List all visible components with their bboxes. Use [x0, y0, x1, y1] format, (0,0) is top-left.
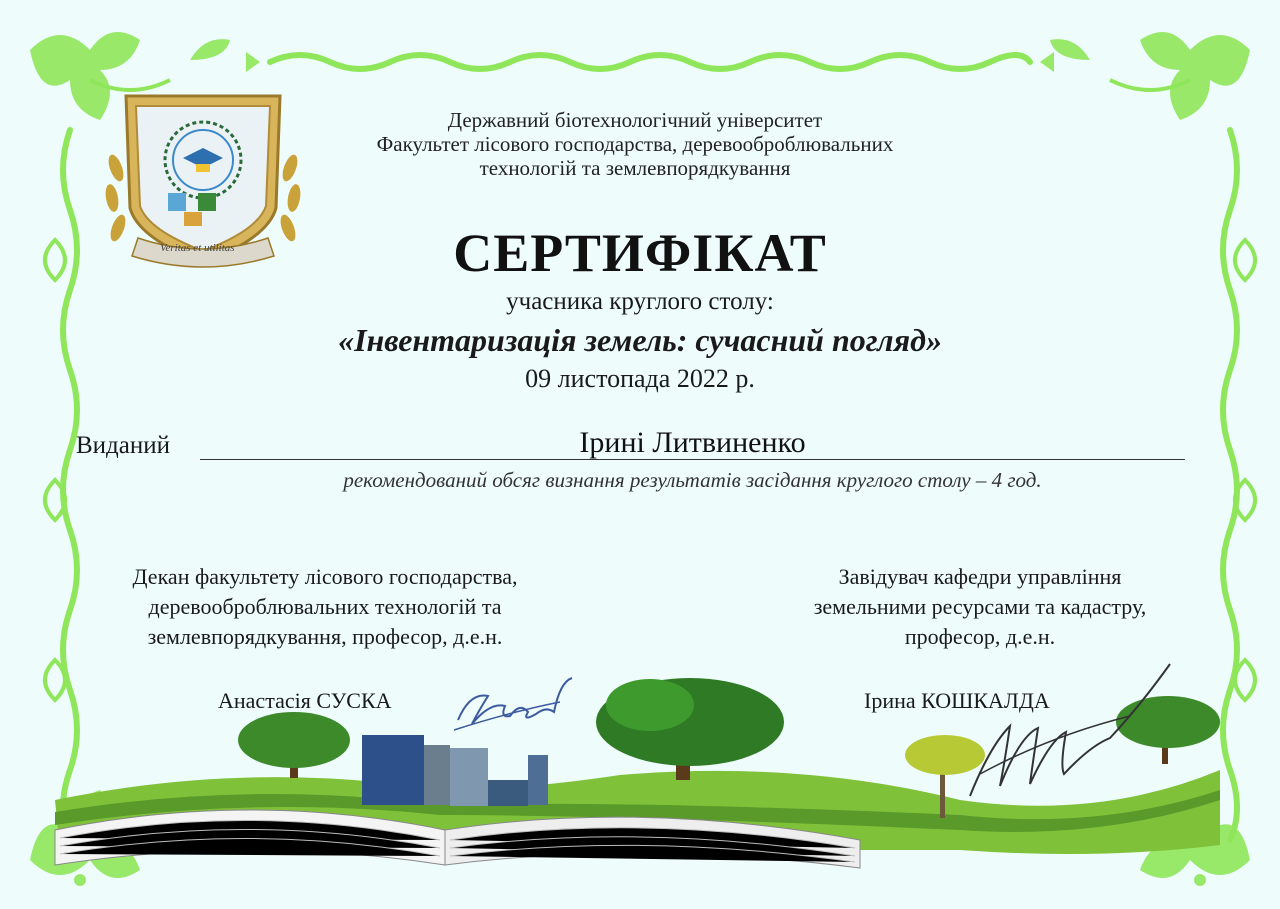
hours-note: рекомендований обсяг визнання результатів засідання круглого столу – 4 год.	[343, 468, 1042, 492]
event-date: 09 листопада 2022 р.	[525, 364, 755, 393]
left-title-line2: деревооброблювальних технологій та	[148, 594, 502, 619]
logo-motto: Veritas et utilitas	[160, 242, 235, 254]
faculty-name-line2: технологій та землевпорядкування	[479, 156, 791, 180]
left-handwritten-signature	[450, 672, 580, 742]
left-title-line3: землевпорядкування, професор, д.е.н.	[147, 624, 503, 649]
university-name: Державний біотехнологічний університет	[447, 108, 823, 132]
right-handwritten-signature	[960, 656, 1180, 806]
certificate-subtitle: учасника круглого столу:	[506, 288, 774, 315]
faculty-name-line1: Факультет лісового господарства, деревооброблювальних	[376, 132, 894, 156]
left-signatory-name: Анастасія СУСКА	[218, 688, 392, 713]
issued-label: Виданий	[76, 432, 171, 459]
right-signatory-name: Ірина КОШКАЛДА	[864, 688, 1050, 713]
right-title-line1: Завідувач кафедри управління	[838, 564, 1122, 589]
right-title-line3: професор, д.е.н.	[904, 624, 1056, 649]
recipient-name: Ірині Литвиненко	[579, 426, 806, 459]
right-title-line2: земельними ресурсами та кадастру,	[813, 594, 1147, 619]
event-topic: «Інвентаризація земель: сучасний погляд»	[338, 322, 942, 358]
certificate-title: СЕРТИФІКАТ	[453, 223, 827, 283]
left-title-line1: Декан факультету лісового господарства,	[132, 564, 518, 589]
